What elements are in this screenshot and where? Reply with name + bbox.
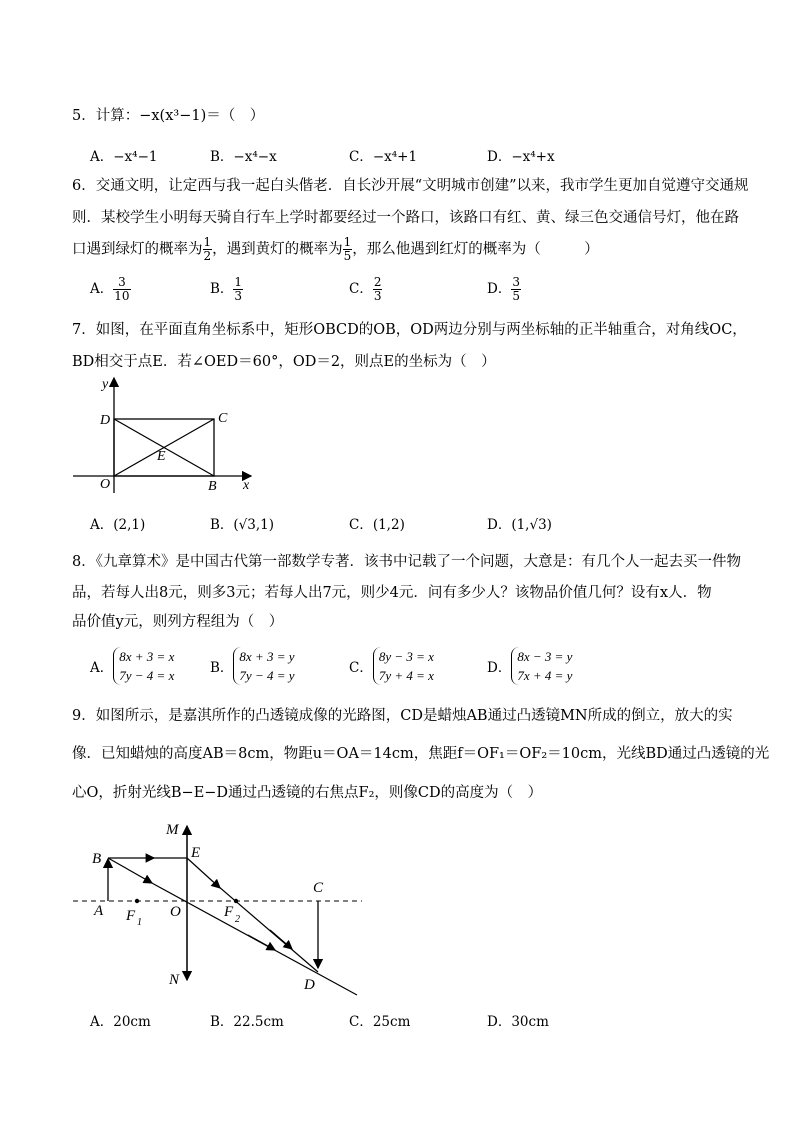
label-a: A: [94, 903, 104, 919]
q9-line-2: 像．已知蜡烛的高度AB＝8cm，物距u＝OA＝14cm，焦距f＝OF₁＝OF₂＝10cm，光线BD通过凸透镜的光: [72, 746, 770, 762]
label-d: D: [304, 977, 315, 993]
label-c: C: [313, 880, 324, 896]
q7-option-a: A．(2,1): [90, 517, 146, 533]
label-o: O: [170, 904, 181, 920]
q8-option-c: C． 8y − 3 = x 7y + 4 = x: [349, 649, 434, 683]
label-f1-subscript: 1: [137, 917, 142, 928]
label-y: y: [102, 377, 109, 392]
ray-e-d-arrow: [270, 930, 292, 949]
q8-line-2: 品，若每人出8元，则多3元；若每人出7元，则少4元．问有多少人？该物品价值几何？设有x人．物: [72, 585, 712, 601]
label-x: x: [243, 478, 250, 493]
label-e: E: [157, 449, 166, 464]
ray-b-o-arrow: [108, 858, 152, 883]
q9-figure-lens-diagram: [70, 812, 370, 1002]
q5-option-a: A．−x⁴−1: [90, 149, 158, 165]
q8-option-d: D． 8x − 3 = y 7x + 4 = y: [487, 649, 573, 683]
q7-figure-rectangle: [68, 372, 258, 497]
q6-line-3-part-c: ，那么他遇到红灯的概率为（ ）: [352, 241, 599, 258]
q6-option-c: C． $\frac{2}{3}$: [349, 275, 382, 303]
q5-stem: 5．计算：−x(x³−1)＝（ ）: [72, 108, 265, 124]
q9-line-3: 心O，折射光线B−E−D通过凸透镜的右焦点F₂，则像CD的高度为（ ）: [72, 785, 543, 801]
q7-option-b: B．(√3,1): [210, 517, 275, 533]
fraction-yellow: $\frac{1}{5}$: [343, 235, 352, 263]
q6-line-3-part-a: 口遇到绿灯的概率为: [72, 241, 203, 258]
focal-point-f2: [234, 899, 238, 903]
label-e: E: [191, 845, 201, 861]
q6-line-1: 6．交通文明，让定西与我一起白头偕老．自长沙开展“文明城市创建”以来，我市学生更加自觉遵守交通规: [72, 178, 749, 194]
q9-option-a: A．20cm: [90, 1014, 151, 1030]
label-n: N: [169, 972, 180, 988]
q8-option-b: B． 8x + 3 = y 7y − 4 = y: [210, 649, 295, 683]
q5-option-c: C．−x⁴+1: [349, 149, 418, 165]
label-f2-subscript: 2: [235, 914, 240, 925]
focal-point-f1: [135, 899, 139, 903]
q6-line-3: [72, 236, 599, 263]
ray-e-d: [218, 886, 318, 972]
q6-option-d: D． $\frac{3}{5}$: [487, 275, 520, 303]
q5-option-b: B．−x⁴−x: [210, 149, 277, 165]
ray-o-d-arrow: [248, 935, 275, 950]
label-b: B: [208, 479, 217, 494]
q8-line-1: 8．《九章算术》是中国古代第一部数学专著．该书中记载了一个问题，大意是：有几个人一起去买一件物: [72, 554, 741, 570]
label-o: O: [100, 477, 111, 492]
q8-option-a: A． 8x + 3 = x 7y − 4 = x: [90, 649, 175, 683]
q6-line-3-part-b: ，遇到黄灯的概率为: [212, 241, 343, 258]
ray-e-f2-arrow: [187, 858, 220, 888]
q5-option-d: D．−x⁴+x: [487, 149, 555, 165]
q8-line-3: 品价值y元，则列方程组为（ ）: [72, 614, 284, 630]
q7-option-c: C．(1,2): [349, 517, 405, 533]
q7-line-1: 7．如图，在平面直角坐标系中，矩形OBCD的OB，OD两边分别与两坐标轴的正半轴重合，对角线OC，: [72, 322, 747, 338]
label-c: C: [218, 411, 228, 426]
fraction-green: $\frac{1}{2}$: [203, 235, 212, 263]
label-m: M: [166, 822, 179, 838]
q6-option-a: A． $\frac{3}{10}$: [90, 275, 130, 303]
label-f2: F: [224, 904, 234, 920]
q9-option-c: C．25cm: [349, 1014, 411, 1030]
q7-option-d: D．(1,√3): [487, 517, 552, 533]
label-b: B: [92, 851, 102, 867]
q6-line-2: 则．某校学生小明每天骑自行车上学时都要经过一个路口，该路口有红、黄、绿三色交通信号灯，他在路: [72, 210, 739, 226]
q9-option-b: B．22.5cm: [210, 1014, 284, 1030]
label-d: D: [100, 413, 111, 428]
q6-option-b: B． $\frac{1}{3}$: [210, 275, 243, 303]
q9-line-1: 9．如图所示，是嘉淇所作的凸透镜成像的光路图，CD是蜡烛AB通过凸透镜MN所成的倒立，放大的实: [72, 708, 733, 724]
q9-option-d: D．30cm: [487, 1014, 549, 1030]
q7-line-2: BD相交于点E．若∠OED＝60°，OD＝2，则点E的坐标为（ ）: [72, 354, 496, 370]
label-f1: F: [126, 908, 136, 924]
